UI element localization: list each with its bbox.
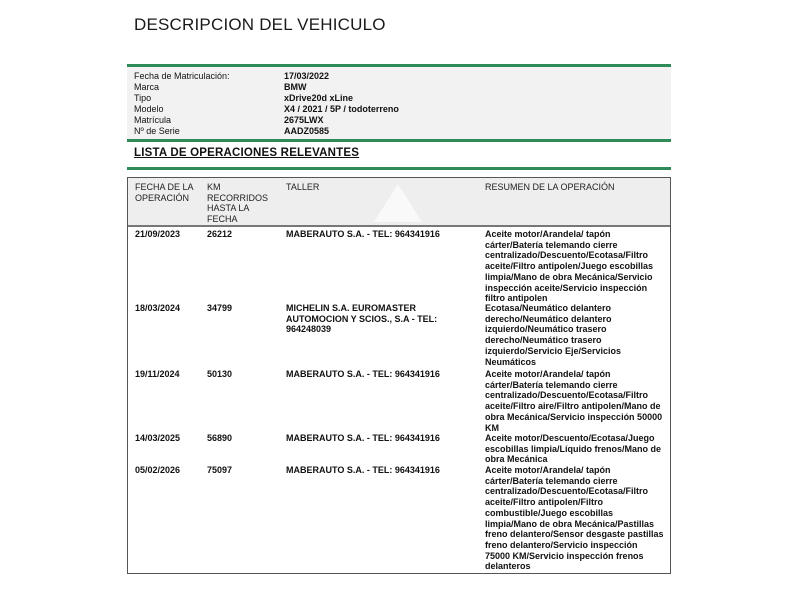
vehicle-value: 2675LWX xyxy=(284,115,324,125)
table-header xyxy=(128,178,670,227)
header-km: KM RECORRIDOS HASTA LA FECHA xyxy=(207,182,269,224)
vehicle-value: X4 / 2021 / 5P / todoterreno xyxy=(284,104,399,114)
cell-date: 21/09/2023 xyxy=(135,229,181,239)
header-resumen: RESUMEN DE LA OPERACIÓN xyxy=(485,182,615,192)
cell-km: 75097 xyxy=(207,465,233,475)
vehicle-value: BMW xyxy=(284,82,307,92)
page-title: DESCRIPCION DEL VEHICULO xyxy=(134,15,386,34)
cell-resumen: Aceite motor/Arandela/ tapón cárter/Batería telemando cierre centralizado/Descuento/Ecotasa/Filtro aceite/Filtro aire/Filtro antipolen/Mano de obra Mecánica/Servicio inspección 50000 KM xyxy=(485,369,663,433)
cell-km: 50130 xyxy=(207,369,233,379)
vehicle-label: Fecha de Matriculación: xyxy=(134,71,230,81)
cell-date: 18/03/2024 xyxy=(135,303,181,313)
cell-taller: MABERAUTO S.A. - TEL: 964341916 xyxy=(286,369,440,379)
cell-taller: MICHELIN S.A. EUROMASTER AUTOMOCION Y SCIOS., S.A - TEL: 964248039 xyxy=(286,303,438,335)
cell-km: 26212 xyxy=(207,229,233,239)
cell-km: 56890 xyxy=(207,433,233,443)
cell-resumen: Aceite motor/Descuento/Ecotasa/Juego escobillas limpia/Líquido frenos/Mano de obra Mecánica xyxy=(485,433,662,465)
vehicle-label: Marca xyxy=(134,82,160,92)
divider xyxy=(127,167,671,170)
vehicle-label: Modelo xyxy=(134,104,164,114)
vehicle-label: Tipo xyxy=(134,93,152,103)
vehicle-label: Matrícula xyxy=(134,115,172,125)
cell-date: 14/03/2025 xyxy=(135,433,181,443)
operations-table xyxy=(127,177,671,574)
vehicle-label: Nº de Serie xyxy=(134,126,180,136)
cell-taller: MABERAUTO S.A. - TEL: 964341916 xyxy=(286,465,440,475)
vehicle-info-box xyxy=(127,64,671,142)
header-date: FECHA DE LA OPERACIÓN xyxy=(135,182,194,203)
header-taller: TALLER xyxy=(286,182,320,192)
cell-resumen: Aceite motor/Arandela/ tapón cárter/Batería telemando cierre centralizado/Descuento/Ecotasa/Filtro aceite/Filtro antipolen/Juego escobillas limpia/Mano de obra Mecánica/Servicio inspección aceite/Servicio inspección filtro antipolen xyxy=(485,229,654,304)
operations-title: LISTA DE OPERACIONES RELEVANTES xyxy=(134,147,360,159)
cell-taller: MABERAUTO S.A. - TEL: 964341916 xyxy=(286,229,440,239)
cell-taller: MABERAUTO S.A. - TEL: 964341916 xyxy=(286,433,440,443)
cell-resumen: Aceite motor/Arandela/ tapón cárter/Batería telemando cierre centralizado/Descuento/Ecotasa/Filtro aceite/Filtro antipolen/Filtro combustible/Juego escobillas limpia/Mano de obra Mecánica/Pastillas freno delantero/Sensor desgaste pastillas freno delantero/Servicio inspección 75000 KM/Servicio inspección frenos delanteros xyxy=(485,465,664,572)
vehicle-value: 17/03/2022 xyxy=(284,71,330,81)
cell-date: 19/11/2024 xyxy=(135,369,180,379)
vehicle-value: xDrive20d xLine xyxy=(284,93,354,103)
cell-resumen: Ecotasa/Neumático delantero derecho/Neumático delantero izquierdo/Neumático trasero derecho/Neumático trasero izquierdo/Servicio Eje/Servicios Neumáticos xyxy=(485,303,622,367)
cell-km: 34799 xyxy=(207,303,233,313)
cell-date: 05/02/2026 xyxy=(135,465,181,475)
vehicle-value: AADZ0585 xyxy=(284,126,330,136)
